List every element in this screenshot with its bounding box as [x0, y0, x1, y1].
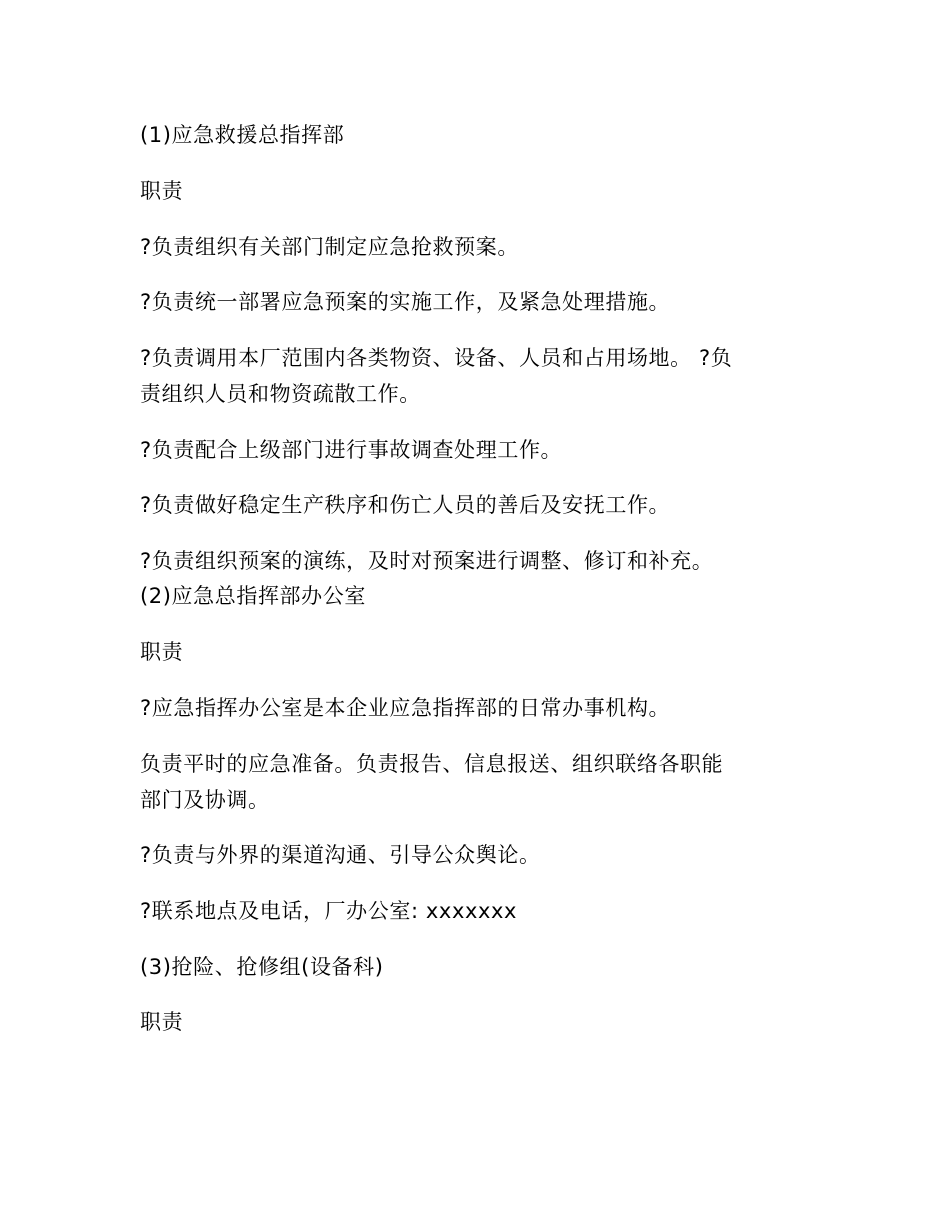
duty-label: 职责: [140, 1010, 184, 1034]
duty-item: ?负责组织预案的演练，及时对预案进行调整、修订和补充。: [140, 549, 714, 573]
duty-item: ?负责做好稳定生产秩序和伤亡人员的善后及安抚工作。: [140, 493, 671, 517]
duty-item: ?负责调用本厂范围内各类物资、设备、人员和占用场地。 ?负: [140, 346, 733, 370]
duty-item: 负责平时的应急准备。负责报告、信息报送、组织联络各职能: [140, 752, 724, 776]
duty-item: ?负责与外界的渠道沟通、引导公众舆论。: [140, 843, 541, 867]
duty-label: 职责: [140, 179, 184, 203]
duty-item: ?应急指挥办公室是本企业应急指挥部的日常办事机构。: [140, 696, 671, 720]
section-heading-1: (1)应急救援总指挥部: [140, 123, 345, 147]
section-heading-2: (2)应急总指挥部办公室: [140, 584, 366, 608]
duty-item: ?负责统一部署应急预案的实施工作，及紧急处理措施。: [140, 290, 671, 314]
duty-item: ?负责配合上级部门进行事故调查处理工作。: [140, 438, 563, 462]
duty-item-continued: 部门及协调。: [140, 788, 270, 812]
duty-item: ?负责组织有关部门制定应急抢救预案。: [140, 235, 519, 259]
contact-info: ?联系地点及电话，厂办公室: xxxxxxx: [140, 899, 518, 923]
duty-item-continued: 责组织人员和物资疏散工作。: [140, 382, 421, 406]
duty-label: 职责: [140, 640, 184, 664]
section-heading-3: (3)抢险、抢修组(设备科): [140, 955, 384, 979]
